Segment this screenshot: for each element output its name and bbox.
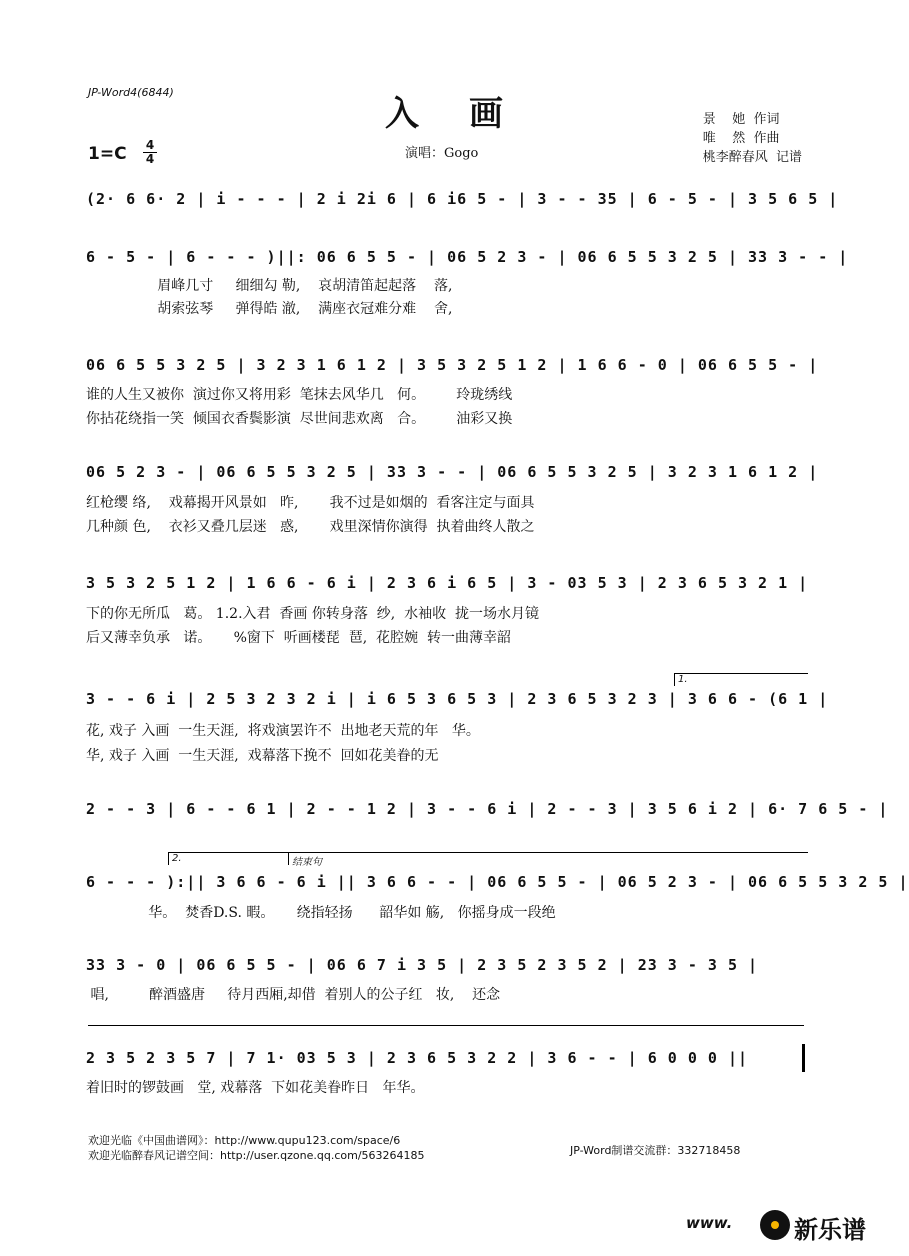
lyric-line: 唱, 醉酒盛唐 待月西厢,却借 着别人的公子红 妆, 还念	[86, 987, 501, 1003]
lyric-line: 眉峰几寸 细细勾 勒, 哀胡清笛起起落 落,	[86, 278, 453, 294]
lyric-line: 后又薄幸负承 诺。 %窗下 听画楼琵 琶, 花腔婉 转一曲薄幸韶	[86, 630, 511, 646]
software-label: JP-Word4(6844)	[88, 86, 174, 99]
notation-line: 33 3 - 0 | 06 6 5 5 - | 06 6 7 i 3 5 | 2 3 5 2 3 5 2 | 23 3 - 3 5 |	[86, 956, 759, 974]
footer-group: JP-Word制谱交流群：332718458	[570, 1144, 741, 1157]
site-logo: 新乐谱	[794, 1216, 866, 1244]
lyric-line: 胡索弦琴 弹得皓 澈, 满座衣冠难分难 舍,	[86, 301, 453, 317]
composer-credit: 唯 然 作曲	[702, 131, 780, 146]
notation-line: 2 3 5 2 3 5 7 | 7 1· 03 5 3 | 2 3 6 5 3 2 2 | 3 6 - - | 6 0 0 0 ||	[86, 1049, 749, 1067]
notation-line: 3 - - 6 i | 2 5 3 2 3 2 i | i 6 5 3 6 5 3 | 2 3 6 5 3 2 3 | 3 6 6 - (6 1 |	[86, 690, 829, 708]
lyric-line: 华, 戏子 入画 一生天涯, 戏幕落下挽不 回如花美眷的无	[86, 748, 439, 764]
watermark-url: www.	[686, 1214, 733, 1232]
key-signature: 1=C	[88, 144, 127, 164]
transcriber-credit: 桃李醉春风 记谱	[702, 150, 802, 165]
song-title: 入画	[385, 94, 553, 134]
footer-link-qupu[interactable]: 欢迎光临《中国曲谱网》：http://www.qupu123.com/space/6	[88, 1134, 401, 1147]
time-signature	[143, 140, 157, 165]
lyric-line: 着旧时的锣鼓画 堂, 戏幕落 下如花美眷昨日 年华。	[86, 1080, 425, 1096]
notation-line: 6 - 5 - | 6 - - - )||: 06 6 5 5 - | 06 5 2 3 - | 06 6 5 5 3 2 5 | 33 3 - - |	[86, 248, 849, 266]
notation-line: 06 6 5 5 3 2 5 | 3 2 3 1 6 1 2 | 3 5 3 2 5 1 2 | 1 6 6 - 0 | 06 6 5 5 - |	[86, 356, 819, 374]
notation-line: (2· 6 6· 2 | i - - - | 2 i 2i 6 | 6 i6 5 - | 3 - - 35 | 6 - 5 - | 3 5 6 5 |	[86, 190, 839, 208]
credits	[703, 110, 802, 167]
time-signature-top: 4	[145, 138, 155, 152]
notation-line: 2 - - 3 | 6 - - 6 1 | 2 - - 1 2 | 3 - - 6 i | 2 - - 3 | 3 5 6 i 2 | 6· 7 6 5 - |	[86, 800, 889, 818]
footer-link-qzone[interactable]: 欢迎光临醉春风记谱空间：http://user.qzone.qq.com/563264185	[88, 1149, 425, 1162]
time-signature-bottom: 4	[145, 152, 155, 166]
coda-bracket: 结束句	[288, 852, 808, 865]
second-ending-bracket: 2.	[168, 852, 288, 865]
lyric-line: 你拈花绕指一笑 倾国衣香鬓影演 尽世间悲欢离 合。 油彩又换	[86, 411, 513, 427]
singer: 演唱：Gogo	[405, 146, 479, 161]
lyric-line: 花, 戏子 入画 一生天涯, 将戏演罢许不 出地老天荒的年 华。	[86, 723, 480, 739]
notation-line: 06 5 2 3 - | 06 6 5 5 3 2 5 | 33 3 - - | 06 6 5 5 3 2 5 | 3 2 3 1 6 1 2 |	[86, 463, 819, 481]
notation-line: 3 5 3 2 5 1 2 | 1 6 6 - 6 i | 2 3 6 i 6 5 | 3 - 03 5 3 | 2 3 6 5 3 2 1 |	[86, 574, 809, 592]
lyric-line: 下的你无所瓜 葛。 1.2.入君 香画 你转身落 纱, 水袖收 拢一场水月镜	[86, 606, 540, 622]
first-ending-bracket: 1.	[674, 673, 808, 686]
record-disc-icon	[760, 1210, 790, 1240]
lyric-line: 华。 焚香D.S. 暇。 绕指轻扬 韶华如 觞, 你摇身成一段绝	[86, 905, 556, 921]
final-barline	[802, 1044, 805, 1072]
footer-links	[88, 1133, 425, 1163]
lyric-line: 红枪缨 络, 戏幕揭开风景如 昨, 我不过是如烟的 看客注定与面具	[86, 495, 535, 511]
lyric-line: 谁的人生又被你 演过你又将用彩 笔抹去风华几 何。 玲珑绣线	[86, 387, 513, 403]
lyric-line: 几种颜 色, 衣衫又叠几层迷 惑, 戏里深情你演得 执着曲终人散之	[86, 519, 535, 535]
notation-line: 6 - - - ):|| 3 6 6 - 6 i || 3 6 6 - - | 06 6 5 5 - | 06 5 2 3 - | 06 6 5 5 3 2 5 |	[86, 873, 909, 891]
system-divider	[88, 1025, 804, 1026]
lyricist-credit: 景 她 作词	[702, 112, 780, 127]
